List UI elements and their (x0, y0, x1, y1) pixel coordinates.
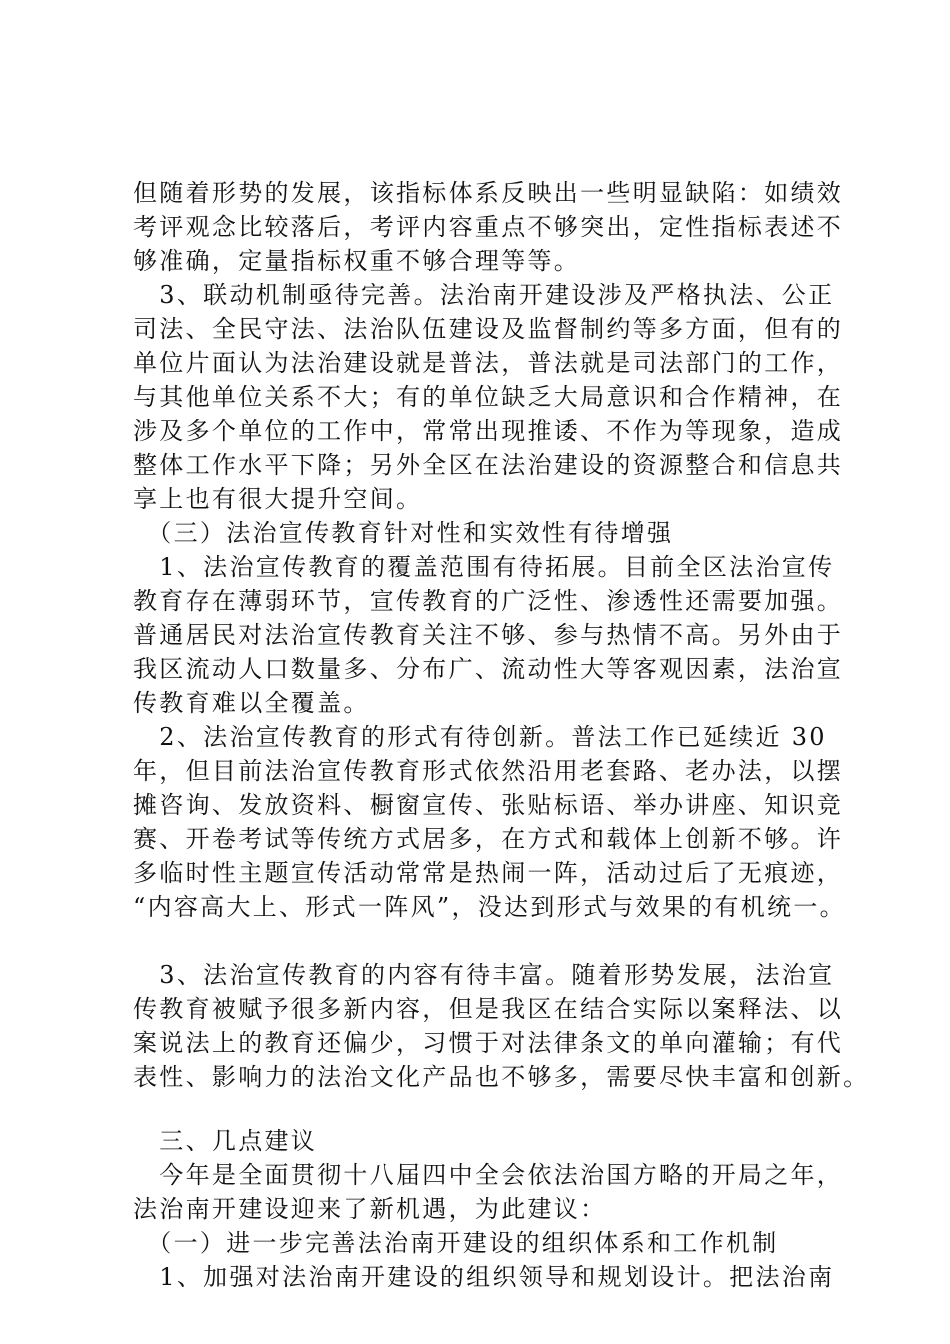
text-line: 司法、全民守法、法治队伍建设及监督制约等多方面，但有的 (133, 315, 844, 343)
text-line: 案说法上的教育还偏少，习惯于对法律条文的单向灌输；有代 (133, 1029, 844, 1057)
text-line: “内容高大上、形式一阵风”，没达到形式与效果的有机统一。 (133, 893, 846, 921)
section-heading: （三）法治宣传教育针对性和实效性有待增强 (133, 519, 674, 547)
text-line: 多临时性主题宣传活动常常是热闹一阵，活动过后了无痕迹， (133, 859, 844, 887)
text-line: 3、联动机制亟待完善。法治南开建设涉及严格执法、公正 (133, 281, 835, 309)
text-line: 涉及多个单位的工作中，常常出现推诿、不作为等现象，造成 (133, 417, 844, 445)
text-line: 今年是全面贯彻十八届四中全会依法治国方略的开局之年， (133, 1161, 844, 1189)
text-line: 3、法治宣传教育的内容有待丰富。随着形势发展，法治宣 (133, 961, 835, 989)
text-line: 2、法治宣传教育的形式有待创新。普法工作已延续近 30 (133, 723, 827, 751)
text-line: 1、加强对法治南开建设的组织领导和规划设计。把法治南 (133, 1263, 835, 1291)
text-line: 单位片面认为法治建设就是普法，普法就是司法部门的工作， (133, 349, 844, 377)
text-line: 但随着形势的发展，该指标体系反映出一些明显缺陷：如绩效 (133, 179, 844, 207)
text-line: 普通居民对法治宣传教育关注不够、参与热情不高。另外由于 (133, 621, 844, 649)
text-line: 享上也有很大提升空间。 (133, 485, 423, 513)
section-heading: （一）进一步完善法治南开建设的组织体系和工作机制 (133, 1229, 779, 1257)
text-line: 赛、开卷考试等传统方式居多，在方式和载体上创新不够。许 (133, 825, 844, 853)
text-line: 传教育被赋予很多新内容，但是我区在结合实际以案释法、以 (133, 995, 844, 1023)
text-line: 法治南开建设迎来了新机遇，为此建议： (133, 1195, 607, 1223)
text-line: 考评观念比较落后，考评内容重点不够突出，定性指标表述不 (133, 213, 844, 241)
text-line: 整体工作水平下降；另外全区在法治建设的资源整合和信息共 (133, 451, 844, 479)
text-line: 我区流动人口数量多、分布广、流动性大等客观因素，法治宣 (133, 655, 844, 683)
section-heading: 三、几点建议 (133, 1127, 318, 1155)
text-line: 摊咨询、发放资料、橱窗宣传、张贴标语、举办讲座、知识竞 (133, 791, 844, 819)
text-line: 够准确，定量指标权重不够合理等等。 (133, 247, 581, 275)
text-line: 1、法治宣传教育的覆盖范围有待拓展。目前全区法治宣传 (133, 553, 835, 581)
text-line: 年，但目前法治宣传教育形式依然沿用老套路、老办法，以摆 (133, 757, 844, 785)
text-line: 教育存在薄弱环节，宣传教育的广泛性、渗透性还需要加强。 (133, 587, 844, 615)
text-line: 表性、影响力的法治文化产品也不够多，需要尽快丰富和创新。 (133, 1063, 870, 1091)
text-line: 与其他单位关系不大；有的单位缺乏大局意识和合作精神，在 (133, 383, 844, 411)
text-line: 传教育难以全覆盖。 (133, 689, 370, 717)
